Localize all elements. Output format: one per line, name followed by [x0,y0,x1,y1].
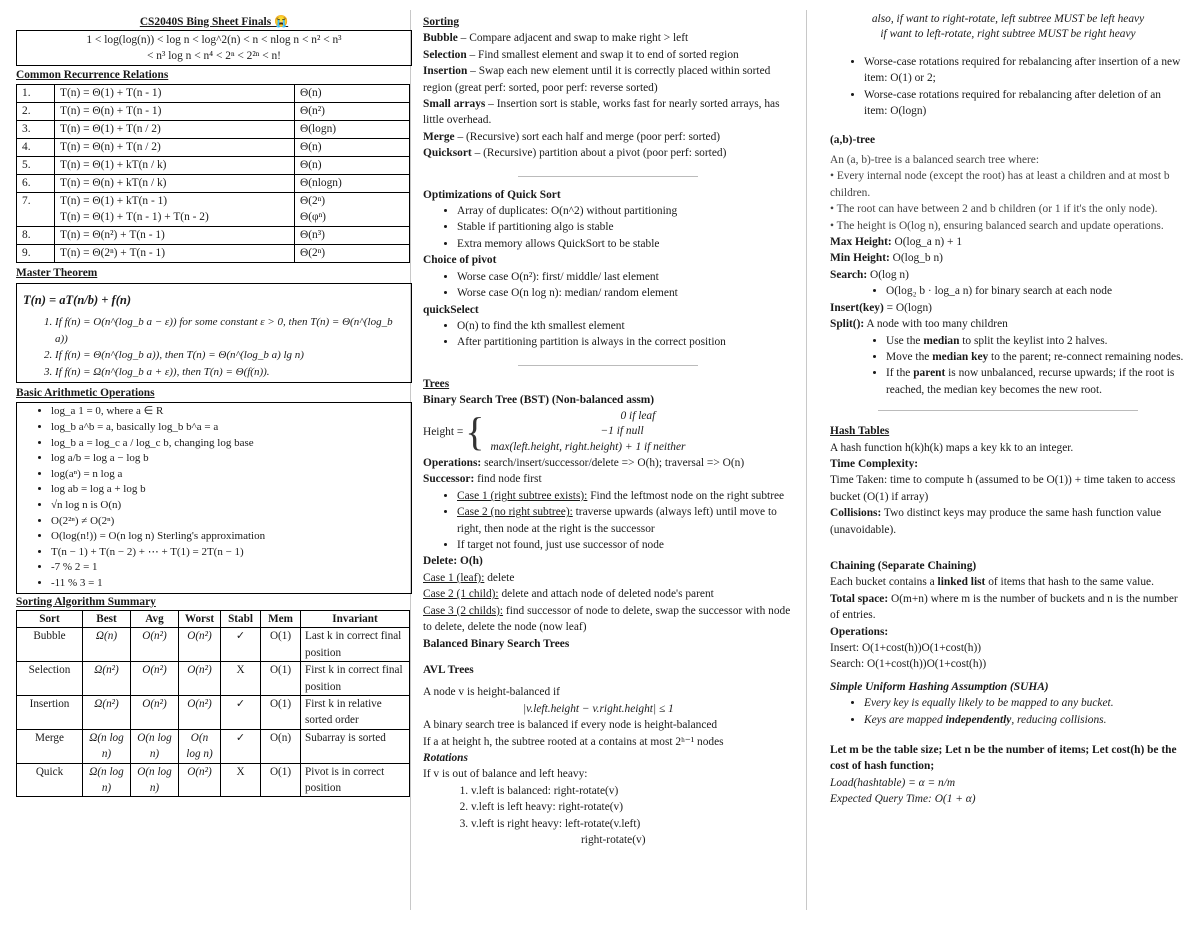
best-case: Ω(n) [83,628,131,662]
master-case: 1. If f(n) = O(n^(log_b a − ε)) for some constant ε > 0, then T(n) = Θ(n^(log_b a)) [55,314,407,347]
brace-icon: { [465,408,485,454]
column-divider [806,10,807,910]
sorting-label: Small arrays [423,98,486,111]
recurrence-solution [295,192,410,226]
row-number: 2. [17,102,55,120]
master-case: 2. If f(n) = Θ(n^(log_b a)), then T(n) = Θ(n^(log_b a) lg n) [55,347,407,363]
list-item: • O(2²ⁿ) ≠ O(2ⁿ) [51,514,411,530]
recurrence-relation [55,84,295,102]
solution-line: Θ(n) [300,86,322,99]
sorting-text: – (Recursive) sort each half and merge (poor perf: sorted) [454,130,721,143]
list-item [457,488,793,504]
search-list [830,283,1186,299]
list-item [886,365,1186,398]
split-key: median key [932,350,989,363]
sorting-label: Merge [423,130,455,143]
total-space-line: Total space: O(m+n) where m is the number of buckets and n is the number of entries. [830,592,1178,622]
separator [878,410,1138,411]
rotation-tail: right-rotate(v) [581,833,646,846]
case-label: Case 3 (2 childs): [423,604,504,617]
worst-case: O(n²) [179,763,221,797]
list-item [457,504,793,537]
recurrence-solution [295,226,410,244]
case-text: delete [484,571,515,584]
stability: ✓ [221,628,261,662]
list-item: • O(log(n!)) = O(n log n) Sterling's approximation [51,529,411,545]
stability: ✓ [221,729,261,763]
invariant: Subarray is sorted [301,729,410,763]
table-row [17,138,410,156]
chaining-text: Each bucket contains a linked list of items that hash to the same value. [830,576,1154,589]
height-case: max(left.height, right.height) + 1 if neither [490,440,686,453]
sort-name: Insertion [17,696,83,730]
growth-order-line: < n³ log n < n⁴ < 2ⁿ < 2²ⁿ < n! [147,50,281,63]
rotations-intro: If v is out of balance and left heavy: [423,768,588,781]
height-cases [490,409,685,456]
list-item: • log(aⁿ) = n log a [51,467,411,483]
table-row [17,156,410,174]
time-complexity-heading: Time Complexity: [830,457,919,470]
delete-case [423,603,793,636]
suha-heading: Simple Uniform Hashing Assumption (SUHA) [830,680,1049,693]
solution-line: Θ(2ⁿ) [300,246,326,259]
min-height: Min Height: O(log_b n) [830,252,943,265]
stability: ✓ [221,696,261,730]
stability: X [221,662,261,696]
sorting-text: – (Recursive) partition about a pivot (poor perf: sorted) [471,147,727,160]
avl-line: A binary search tree is balanced if every node is height-balanced [423,719,718,732]
solution-line: Θ(φⁿ) [300,211,326,224]
quick-opt-heading: Optimizations of Quick Sort [423,188,561,201]
rotation-case: 3. v.left is right heavy: left-rotate(v.left) [471,816,793,832]
delete-heading: Delete: O(h) [423,555,483,568]
avg-case: O(n²) [131,662,179,696]
separator [518,176,698,177]
split-text: If the [886,367,914,380]
recurrence-heading: Common Recurrence Relations [16,69,169,82]
rotation-note: also, if want to right-rotate, left subtree MUST be left heavy [871,13,1145,25]
ab-intro: An (a, b)-tree is a balanced search tree where: [830,154,1040,167]
split-list [830,333,1186,399]
recurrence-solution [295,244,410,262]
sorting-item [423,47,793,63]
sorting-item [423,96,793,129]
ab-line: • Every internal node (except the root) has at least a children and at most b children. [830,170,1170,199]
quickselect-list [423,318,793,351]
chaining-heading: Chaining (Separate Chaining) [830,559,977,572]
suha-list [830,695,1186,728]
sorting-item [423,63,793,96]
sorting-label: Bubble [423,32,458,45]
recurrence-solution [295,120,410,138]
collisions-line: Collisions: Two distinct keys may produce the same hash function value (unavoidable). [830,507,1162,536]
table-row [17,662,410,696]
memory: O(n) [261,729,301,763]
pivot-heading: Choice of pivot [423,254,497,267]
column-header: Mem [261,611,301,628]
row-number: 9. [17,244,55,262]
list-item [864,695,1186,711]
list-item: • After partitioning partition is always in the correct position [457,334,793,350]
delete-case [423,570,793,586]
invariant: First k in correct final position [301,662,410,696]
recurrence-solution [295,102,410,120]
split-text: to split the keylist into 2 halves. [959,334,1108,347]
table-row [17,192,410,226]
case-text: Find the leftmost node on the right subtree [587,489,785,502]
row-number: 7. [17,192,55,226]
column-header: Stabl [221,611,261,628]
sort-name: Bubble [17,628,83,662]
case-text: delete and attach node of deleted node's parent [498,588,714,601]
solution-line: Θ(n²) [300,104,325,117]
worst-case: O(n²) [179,662,221,696]
column-header: Sort [17,611,83,628]
sort-summary-table [16,610,410,797]
recurrence-relation [55,138,295,156]
best-case: Ω(n²) [83,662,131,696]
avg-case: O(n²) [131,628,179,662]
operations-heading: Operations: [830,625,889,638]
table-row [17,244,410,262]
relation-line: T(n) = Θ(n) + T(n - 1) [60,104,162,117]
row-number: 1. [17,84,55,102]
case-label: Case 2 (1 child): [423,588,499,601]
case-label: Case 1 (leaf): [423,571,485,584]
list-item [457,537,793,553]
solution-line: Θ(2ⁿ) [300,194,326,207]
bst-heading: Binary Search Tree (BST) (Non-balanced assm) [423,394,655,407]
split-key: parent [913,367,946,380]
row-number: 4. [17,138,55,156]
table-row [17,763,410,797]
avl-heading: AVL Trees [423,663,474,676]
sorting-item [423,145,793,161]
rotations-heading: Rotations [423,751,468,764]
relation-line: T(n) = Θ(n²) + T(n - 1) [60,228,165,241]
case-text: traverse upwards (always left) until move to right, then node at the right is the successor [457,506,777,535]
arith-list [17,404,411,591]
master-cases [21,314,407,380]
case-text: find successor of node to delete, swap the successor with node to delete, delete the node (now leaf) [423,604,791,634]
memory: O(1) [261,696,301,730]
row-number: 3. [17,120,55,138]
operation-insert: Insert: O(1+cost(h))O(1+cost(h)) [830,642,982,654]
master-case: 3. If f(n) = Ω(n^(log_b a + ε)), then T(n) = Θ(f(n)). [55,364,407,380]
relation-line: T(n) = Θ(1) + T(n - 1) [60,86,162,99]
table-row [17,174,410,192]
invariant: Pivot is in correct position [301,763,410,797]
delete-cases [423,570,793,636]
sorting-item [423,30,793,46]
load-line: Load(hashtable) = α = n/m [830,776,956,789]
best-case: Ω(n log n) [83,763,131,797]
column-1 [16,14,412,797]
list-item [886,333,1186,349]
recurrence-relation [55,102,295,120]
sort-name: Quick [17,763,83,797]
arith-heading: Basic Arithmetic Operations [16,387,155,400]
avg-case: O(n log n) [131,763,179,797]
list-item [864,712,1186,728]
recurrence-solution [295,156,410,174]
height-case: 0 if leaf [620,409,656,422]
column-2 [423,14,793,848]
list-item: • Array of duplicates: O(n^2) without partitioning [457,203,793,219]
bst-operations: Operations: search/insert/successor/delete => O(h); traversal => O(n) [423,457,745,470]
list-item: • Stable if partitioning algo is stable [457,219,793,235]
sorting-list [423,30,793,161]
height-definition [423,409,793,456]
worst-case: O(n²) [179,628,221,662]
list-item: • Worse case O(n²): first/ middle/ last element [457,269,793,285]
list-item: • Worse case O(n log n): median/ random element [457,285,793,301]
table-row [17,729,410,763]
balanced-heading: Balanced Binary Search Trees [423,637,570,650]
invariant: Last k in correct final position [301,628,410,662]
split-text: Move the [886,350,933,363]
split-key: median [923,334,960,347]
master-theorem-box [16,283,412,383]
list-item: • log a/b = log a − log b [51,451,411,467]
recurrence-solution [295,174,410,192]
rotations-list [423,783,793,832]
stability: X [221,763,261,797]
ab-definition [830,168,1186,234]
avl-definition: A node v is height-balanced if [423,686,560,699]
worst-case: O(n log n) [179,729,221,763]
operation-search: Search: O(1+cost(h))O(1+cost(h)) [830,658,987,671]
successor-list [423,488,793,554]
height-case: −1 if null [600,425,644,438]
table-row [17,120,410,138]
row-number: 8. [17,226,55,244]
expected-query-line: Expected Query Time: O(1 + α) [830,793,976,806]
trees-heading: Trees [423,377,450,390]
search-line: Search: O(log n) [830,268,909,281]
avg-case: O(n²) [131,696,179,730]
split-text: is now unbalanced, recurse upwards; if the root is reached, the median key becomes the new root. [886,367,1175,396]
list-item: • -11 % 3 = 1 [51,576,411,592]
sorting-label: Insertion [423,65,468,78]
relation-line: T(n) = Θ(1) + T(n - 1) + T(n - 2) [60,211,209,224]
best-case: Ω(n²) [83,696,131,730]
rotation-bullets [830,54,1186,120]
recurrence-relation [55,192,295,226]
relation-line: T(n) = Θ(1) + kT(n - 1) [60,194,168,207]
relation-line: T(n) = Θ(n) + kT(n / k) [60,176,167,189]
list-item: • log_a 1 = 0, where a ∈ R [51,404,411,420]
ab-tree-heading: (a,b)-tree [830,133,876,146]
case-text: If target not found, just use successor of node [457,539,664,552]
sort-name: Selection [17,662,83,696]
relation-line: T(n) = Θ(1) + kT(n / k) [60,158,167,171]
master-theorem-heading: Master Theorem [16,266,98,279]
recurrence-relation [55,244,295,262]
relation-line: T(n) = Θ(1) + T(n / 2) [60,122,161,135]
quickselect-heading: quickSelect [423,303,479,316]
list-item: • log ab = log a + log b [51,482,411,498]
sorting-text: – Insertion sort is stable, works fast for nearly sorted arrays, has little overhead. [423,98,780,127]
page-title: CS2040S Bing Sheet Finals 😭 [139,16,289,28]
suha-text: Keys are mapped [864,713,946,726]
sorting-label: Selection [423,48,467,61]
recurrence-table [16,84,410,263]
ab-line: • The height is O(log n), ensuring balanced search and update operations. [830,219,1164,232]
invariant: First k in relative sorted order [301,696,410,730]
list-item: • Extra memory allows QuickSort to be stable [457,236,793,252]
hash-heading: Hash Tables [830,425,890,438]
column-header: Worst [179,611,221,628]
row-number: 5. [17,156,55,174]
list-item [886,349,1186,365]
table-row [17,102,410,120]
sort-name: Merge [17,729,83,763]
hash-def: A hash function h(k)h(k) maps a key kk to an integer. [830,441,1074,454]
suha-text: , reducing collisions. [1011,713,1107,726]
arith-box [16,402,412,593]
sorting-text: – Swap each new element until it is correctly placed within sorted region (great perf: sorted, poor perf: reverse sorted) [423,65,771,94]
list-item: • Worse-case rotations required for rebalancing after deletion of an item: O(logn) [864,87,1186,120]
sorting-heading: Sorting [423,16,460,28]
sorting-text: – Compare adjacent and swap to make right > left [457,32,689,45]
sorting-item [423,129,793,145]
table-row [17,84,410,102]
case-label: Case 1 (right subtree exists): [457,489,588,502]
recurrence-solution [295,84,410,102]
suha-text: Every key is equally likely to be mapped to any bucket. [864,697,1114,710]
recurrence-solution [295,138,410,156]
list-item: • O(log₂ b · log_a n) for binary search at each node [886,283,1186,299]
recurrence-relation [55,174,295,192]
memory: O(1) [261,628,301,662]
split-text: Use the [886,334,924,347]
list-item: • log_b a = log_c a / log_c b, changing log base [51,436,411,452]
list-item: • Worse-case rotations required for rebalancing after insertion of a new item: O(1) or 2; [864,54,1186,87]
best-case: Ω(n log n) [83,729,131,763]
rotation-note: if want to left-rotate, right subtree MUST be right heavy [880,28,1136,40]
split-text: to the parent; re-connect remaining nodes. [988,350,1184,363]
table-row [17,696,410,730]
sort-summary-heading: Sorting Algorithm Summary [16,595,156,608]
column-header: Invariant [301,611,410,628]
column-header: Best [83,611,131,628]
quick-opt-list [423,203,793,252]
table-row [17,628,410,662]
column-3 [830,12,1186,808]
time-complexity-text: Time Taken: time to compute h (assumed to be O(1)) + time taken to access bucket (O(1) if array) [830,474,1176,503]
split-line: Split(): A node with too many children [830,318,1008,331]
list-item: • √n log n is O(n) [51,498,411,514]
height-label: Height = [423,425,464,438]
growth-order-box [16,30,412,66]
sorting-label: Quicksort [423,147,472,160]
recurrence-relation [55,120,295,138]
master-formula: T(n) = aT(n/b) + f(n) [23,293,131,308]
list-item: • -7 % 2 = 1 [51,560,411,576]
avl-line: If a at height h, the subtree rooted at a contains at most 2ʰ⁻¹ nodes [423,735,724,748]
sorting-text: – Find smallest element and swap it to end of sorted region [466,48,739,61]
case-label: Case 2 (no right subtree): [457,506,573,519]
growth-order-line: 1 < log(log(n)) < log n < log^2(n) < n < nlog n < n² < n³ [86,34,342,47]
recurrence-relation [55,156,295,174]
ab-line: • The root can have between 2 and b children (or 1 if it's the only node). [830,203,1158,216]
let-line: Let m be the table size; Let n be the number of items; Let cost(h) be the cost of hash function; [830,744,1177,773]
memory: O(1) [261,662,301,696]
suha-key: independently [945,713,1012,726]
solution-line: Θ(n³) [300,228,325,241]
avl-formula: |v.left.height − v.right.height| ≤ 1 [523,702,674,715]
list-item: • T(n − 1) + T(n − 2) + ⋯ + T(1) = 2T(n − 1) [51,545,411,561]
relation-line: T(n) = Θ(n) + T(n / 2) [60,140,161,153]
solution-line: Θ(n) [300,158,322,171]
solution-line: Θ(logn) [300,122,337,135]
list-item: • log_b a^b = a, basically log_b b^a = a [51,420,411,436]
worst-case: O(n²) [179,696,221,730]
relation-line: T(n) = Θ(2ⁿ) + T(n - 1) [60,246,165,259]
insert-line: Insert(key) = O(logn) [830,301,932,314]
successor-line: Successor: find node first [423,473,542,486]
rotation-case: 1. v.left is balanced: right-rotate(v) [471,783,793,799]
max-height: Max Height: O(log_a n) + 1 [830,236,963,249]
recurrence-relation [55,226,295,244]
solution-line: Θ(nlogn) [300,176,342,189]
solution-line: Θ(n) [300,140,322,153]
separator [518,365,698,366]
avg-case: O(n log n) [131,729,179,763]
column-header: Avg [131,611,179,628]
rotation-case: 2. v.left is left heavy: right-rotate(v) [471,799,793,815]
row-number: 6. [17,174,55,192]
memory: O(1) [261,763,301,797]
list-item: • O(n) to find the kth smallest element [457,318,793,334]
delete-case [423,586,793,602]
table-row [17,226,410,244]
pivot-list [423,269,793,302]
